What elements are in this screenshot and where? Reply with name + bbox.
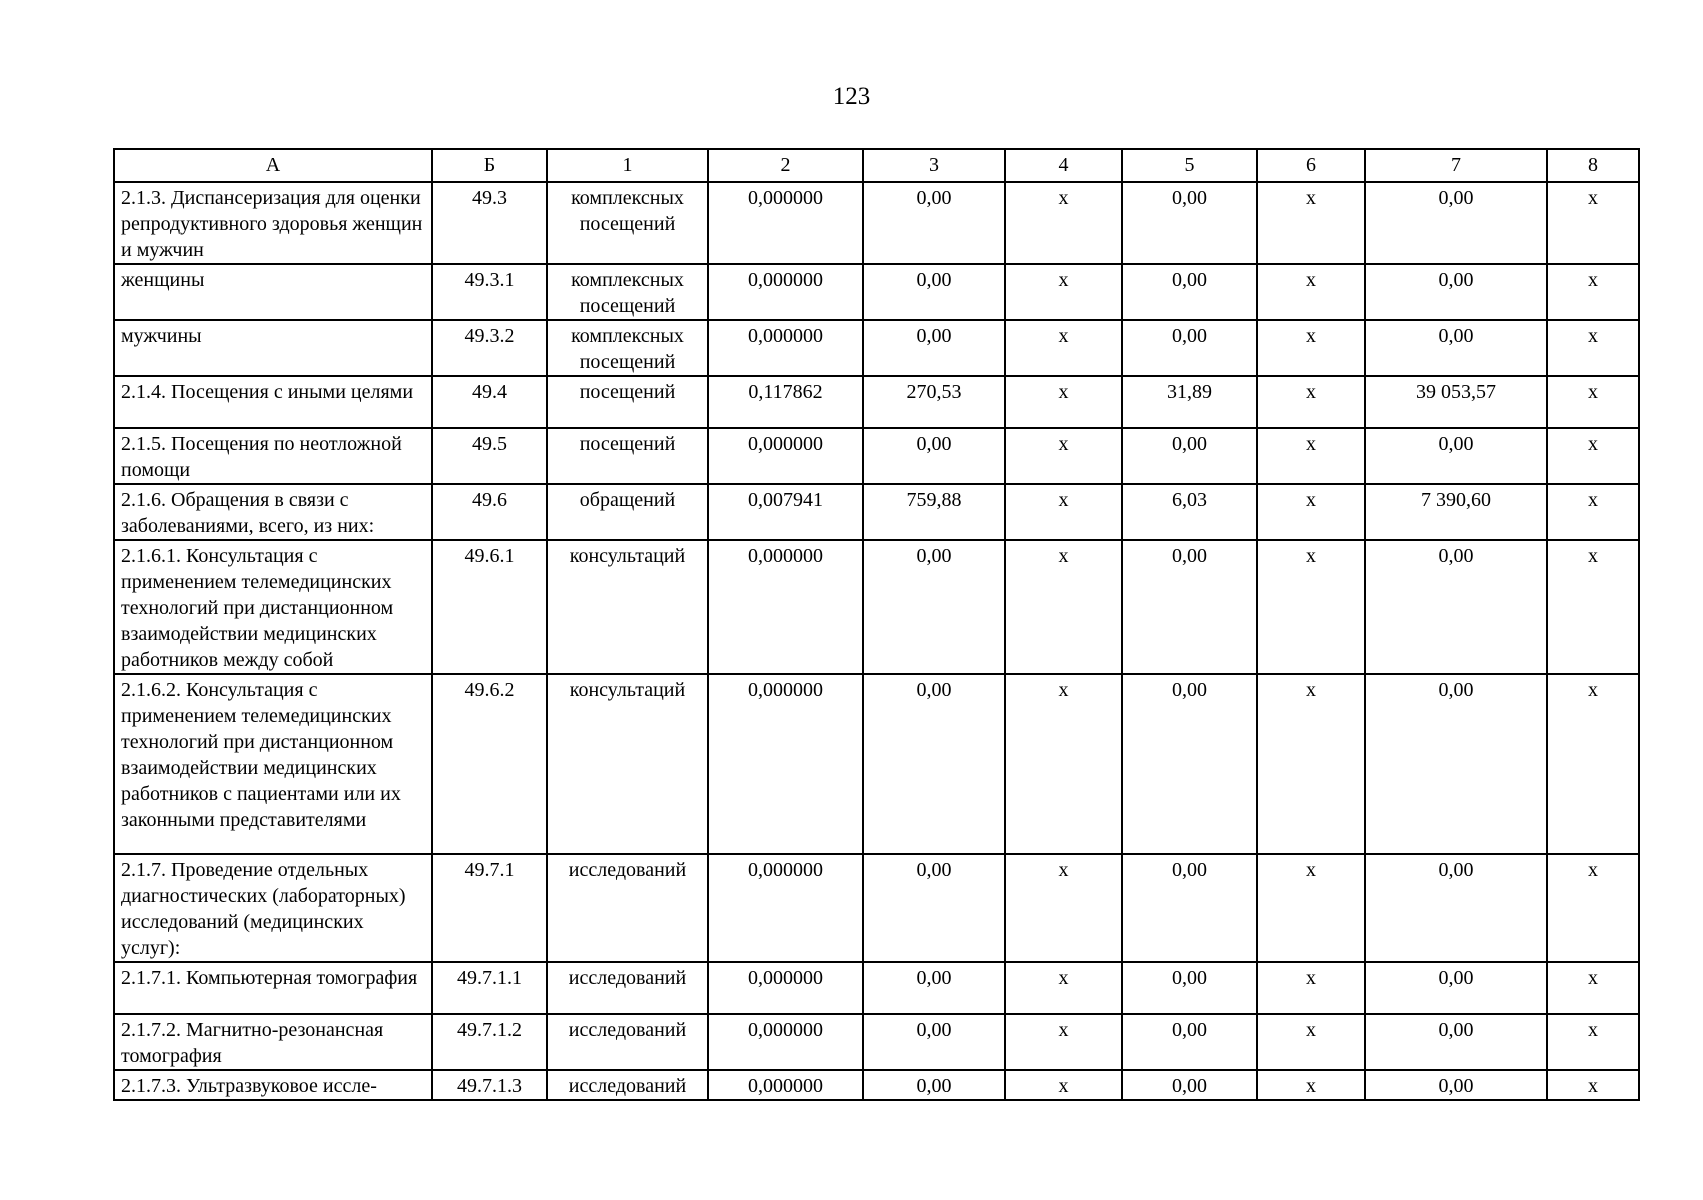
column-header-5: 5: [1122, 149, 1257, 182]
value-cell-7: 0,00: [1365, 540, 1547, 674]
value-cell-4: х: [1005, 674, 1122, 854]
value-cell-5: 6,03: [1122, 484, 1257, 540]
unit-cell: консультаций: [547, 674, 708, 854]
row-name-cell: 2.1.6.2. Консультация с применением телемедицинских технологий при дистанционном взаимодействии медицинских работников с пациентами или их законными представителями: [114, 674, 432, 854]
value-cell-3: 0,00: [863, 428, 1005, 484]
row-code-cell: 49.7.1.3: [432, 1070, 547, 1100]
column-header-7: 7: [1365, 149, 1547, 182]
row-name-cell: 2.1.7. Проведение отдельных диагностических (лабораторных) исследований (медицинских услуг):: [114, 854, 432, 962]
value-cell-6: х: [1257, 264, 1365, 320]
row-name-cell: 2.1.7.3. Ультразвуковое иссле-: [114, 1070, 432, 1100]
value-cell-5: 0,00: [1122, 540, 1257, 674]
value-cell-4: х: [1005, 182, 1122, 264]
value-cell-2: 0,000000: [708, 428, 863, 484]
value-cell-8: х: [1547, 540, 1639, 674]
row-name-cell: 2.1.5. Посещения по неотложной помощи: [114, 428, 432, 484]
value-cell-3: 759,88: [863, 484, 1005, 540]
value-cell-7: 39 053,57: [1365, 376, 1547, 428]
column-header-a: А: [114, 149, 432, 182]
value-cell-7: 7 390,60: [1365, 484, 1547, 540]
unit-cell: комплексных посещений: [547, 182, 708, 264]
value-cell-7: 0,00: [1365, 320, 1547, 376]
value-cell-6: х: [1257, 182, 1365, 264]
value-cell-8: х: [1547, 1014, 1639, 1070]
value-cell-8: х: [1547, 320, 1639, 376]
table-row: [114, 674, 1639, 854]
value-cell-2: 0,000000: [708, 540, 863, 674]
table-row: [114, 376, 1639, 428]
value-cell-8: х: [1547, 962, 1639, 1014]
value-cell-7: 0,00: [1365, 854, 1547, 962]
row-code-cell: 49.6.2: [432, 674, 547, 854]
value-cell-5: 0,00: [1122, 1070, 1257, 1100]
row-code-cell: 49.7.1: [432, 854, 547, 962]
value-cell-2: 0,000000: [708, 1014, 863, 1070]
value-cell-2: 0,000000: [708, 1070, 863, 1100]
value-cell-5: 0,00: [1122, 428, 1257, 484]
value-cell-8: х: [1547, 674, 1639, 854]
column-header-b: Б: [432, 149, 547, 182]
value-cell-3: 0,00: [863, 320, 1005, 376]
value-cell-3: 0,00: [863, 1014, 1005, 1070]
value-cell-6: х: [1257, 376, 1365, 428]
row-code-cell: 49.5: [432, 428, 547, 484]
value-cell-4: х: [1005, 484, 1122, 540]
row-code-cell: 49.7.1.1: [432, 962, 547, 1014]
table-row: [114, 428, 1639, 484]
table-row: [114, 1070, 1639, 1100]
value-cell-3: 0,00: [863, 854, 1005, 962]
table-row: [114, 182, 1639, 264]
value-cell-8: х: [1547, 376, 1639, 428]
value-cell-2: 0,007941: [708, 484, 863, 540]
table-row: [114, 540, 1639, 674]
value-cell-4: х: [1005, 854, 1122, 962]
value-cell-6: х: [1257, 962, 1365, 1014]
unit-cell: исследований: [547, 962, 708, 1014]
column-header-6: 6: [1257, 149, 1365, 182]
value-cell-5: 0,00: [1122, 182, 1257, 264]
value-cell-4: х: [1005, 428, 1122, 484]
row-name-cell: 2.1.6.1. Консультация с применением телемедицинских технологий при дистанционном взаимодействии медицинских работников между собой: [114, 540, 432, 674]
value-cell-6: х: [1257, 540, 1365, 674]
row-code-cell: 49.6: [432, 484, 547, 540]
value-cell-7: 0,00: [1365, 428, 1547, 484]
value-cell-6: х: [1257, 484, 1365, 540]
table-row: [114, 1014, 1639, 1070]
value-cell-6: х: [1257, 428, 1365, 484]
value-cell-7: 0,00: [1365, 264, 1547, 320]
value-cell-2: 0,000000: [708, 674, 863, 854]
unit-cell: обращений: [547, 484, 708, 540]
page-number: 123: [832, 83, 871, 110]
value-cell-4: х: [1005, 962, 1122, 1014]
row-name-cell: мужчины: [114, 320, 432, 376]
row-code-cell: 49.7.1.2: [432, 1014, 547, 1070]
value-cell-4: х: [1005, 264, 1122, 320]
unit-cell: консультаций: [547, 540, 708, 674]
column-header-8: 8: [1547, 149, 1639, 182]
table-header-row: [114, 149, 1639, 182]
unit-cell: посещений: [547, 376, 708, 428]
value-cell-8: х: [1547, 854, 1639, 962]
value-cell-7: 0,00: [1365, 962, 1547, 1014]
value-cell-2: 0,000000: [708, 962, 863, 1014]
column-header-3: 3: [863, 149, 1005, 182]
row-name-cell: 2.1.7.1. Компьютерная томография: [114, 962, 432, 1014]
unit-cell: посещений: [547, 428, 708, 484]
row-name-cell: 2.1.6. Обращения в связи с заболеваниями, всего, из них:: [114, 484, 432, 540]
table-row: [114, 484, 1639, 540]
value-cell-8: х: [1547, 182, 1639, 264]
value-cell-8: х: [1547, 484, 1639, 540]
value-cell-3: 0,00: [863, 182, 1005, 264]
row-name-cell: 2.1.7.2. Магнитно-резонансная томография: [114, 1014, 432, 1070]
table-row: [114, 320, 1639, 376]
value-cell-3: 0,00: [863, 264, 1005, 320]
value-cell-4: х: [1005, 320, 1122, 376]
row-code-cell: 49.3.1: [432, 264, 547, 320]
value-cell-4: х: [1005, 376, 1122, 428]
unit-cell: исследований: [547, 854, 708, 962]
row-code-cell: 49.3: [432, 182, 547, 264]
value-cell-6: х: [1257, 320, 1365, 376]
value-cell-5: 0,00: [1122, 962, 1257, 1014]
value-cell-3: 0,00: [863, 962, 1005, 1014]
value-cell-7: 0,00: [1365, 1014, 1547, 1070]
value-cell-2: 0,000000: [708, 854, 863, 962]
value-cell-4: х: [1005, 1014, 1122, 1070]
row-code-cell: 49.3.2: [432, 320, 547, 376]
value-cell-5: 0,00: [1122, 854, 1257, 962]
value-cell-5: 0,00: [1122, 264, 1257, 320]
value-cell-2: 0,000000: [708, 182, 863, 264]
table-row: [114, 854, 1639, 962]
value-cell-7: 0,00: [1365, 674, 1547, 854]
value-cell-6: х: [1257, 1014, 1365, 1070]
data-table: [113, 148, 1640, 1101]
value-cell-2: 0,000000: [708, 264, 863, 320]
value-cell-4: х: [1005, 540, 1122, 674]
value-cell-5: 0,00: [1122, 1014, 1257, 1070]
row-name-cell: 2.1.3. Диспансеризация для оценки репродуктивного здоровья женщин и мужчин: [114, 182, 432, 264]
value-cell-8: х: [1547, 264, 1639, 320]
table-row: [114, 264, 1639, 320]
column-header-1: 1: [547, 149, 708, 182]
row-code-cell: 49.6.1: [432, 540, 547, 674]
row-name-cell: 2.1.4. Посещения с иными целями: [114, 376, 432, 428]
value-cell-6: х: [1257, 674, 1365, 854]
column-header-2: 2: [708, 149, 863, 182]
value-cell-4: х: [1005, 1070, 1122, 1100]
value-cell-2: 0,117862: [708, 376, 863, 428]
unit-cell: исследований: [547, 1070, 708, 1100]
table-row: [114, 962, 1639, 1014]
value-cell-3: 270,53: [863, 376, 1005, 428]
row-name-cell: женщины: [114, 264, 432, 320]
value-cell-8: х: [1547, 428, 1639, 484]
value-cell-5: 0,00: [1122, 674, 1257, 854]
unit-cell: комплексных посещений: [547, 320, 708, 376]
unit-cell: исследований: [547, 1014, 708, 1070]
value-cell-7: 0,00: [1365, 182, 1547, 264]
value-cell-7: 0,00: [1365, 1070, 1547, 1100]
row-code-cell: 49.4: [432, 376, 547, 428]
value-cell-3: 0,00: [863, 540, 1005, 674]
unit-cell: комплексных посещений: [547, 264, 708, 320]
column-header-4: 4: [1005, 149, 1122, 182]
value-cell-5: 0,00: [1122, 320, 1257, 376]
value-cell-8: х: [1547, 1070, 1639, 1100]
value-cell-3: 0,00: [863, 674, 1005, 854]
value-cell-6: х: [1257, 854, 1365, 962]
value-cell-5: 31,89: [1122, 376, 1257, 428]
value-cell-6: х: [1257, 1070, 1365, 1100]
value-cell-2: 0,000000: [708, 320, 863, 376]
value-cell-3: 0,00: [863, 1070, 1005, 1100]
